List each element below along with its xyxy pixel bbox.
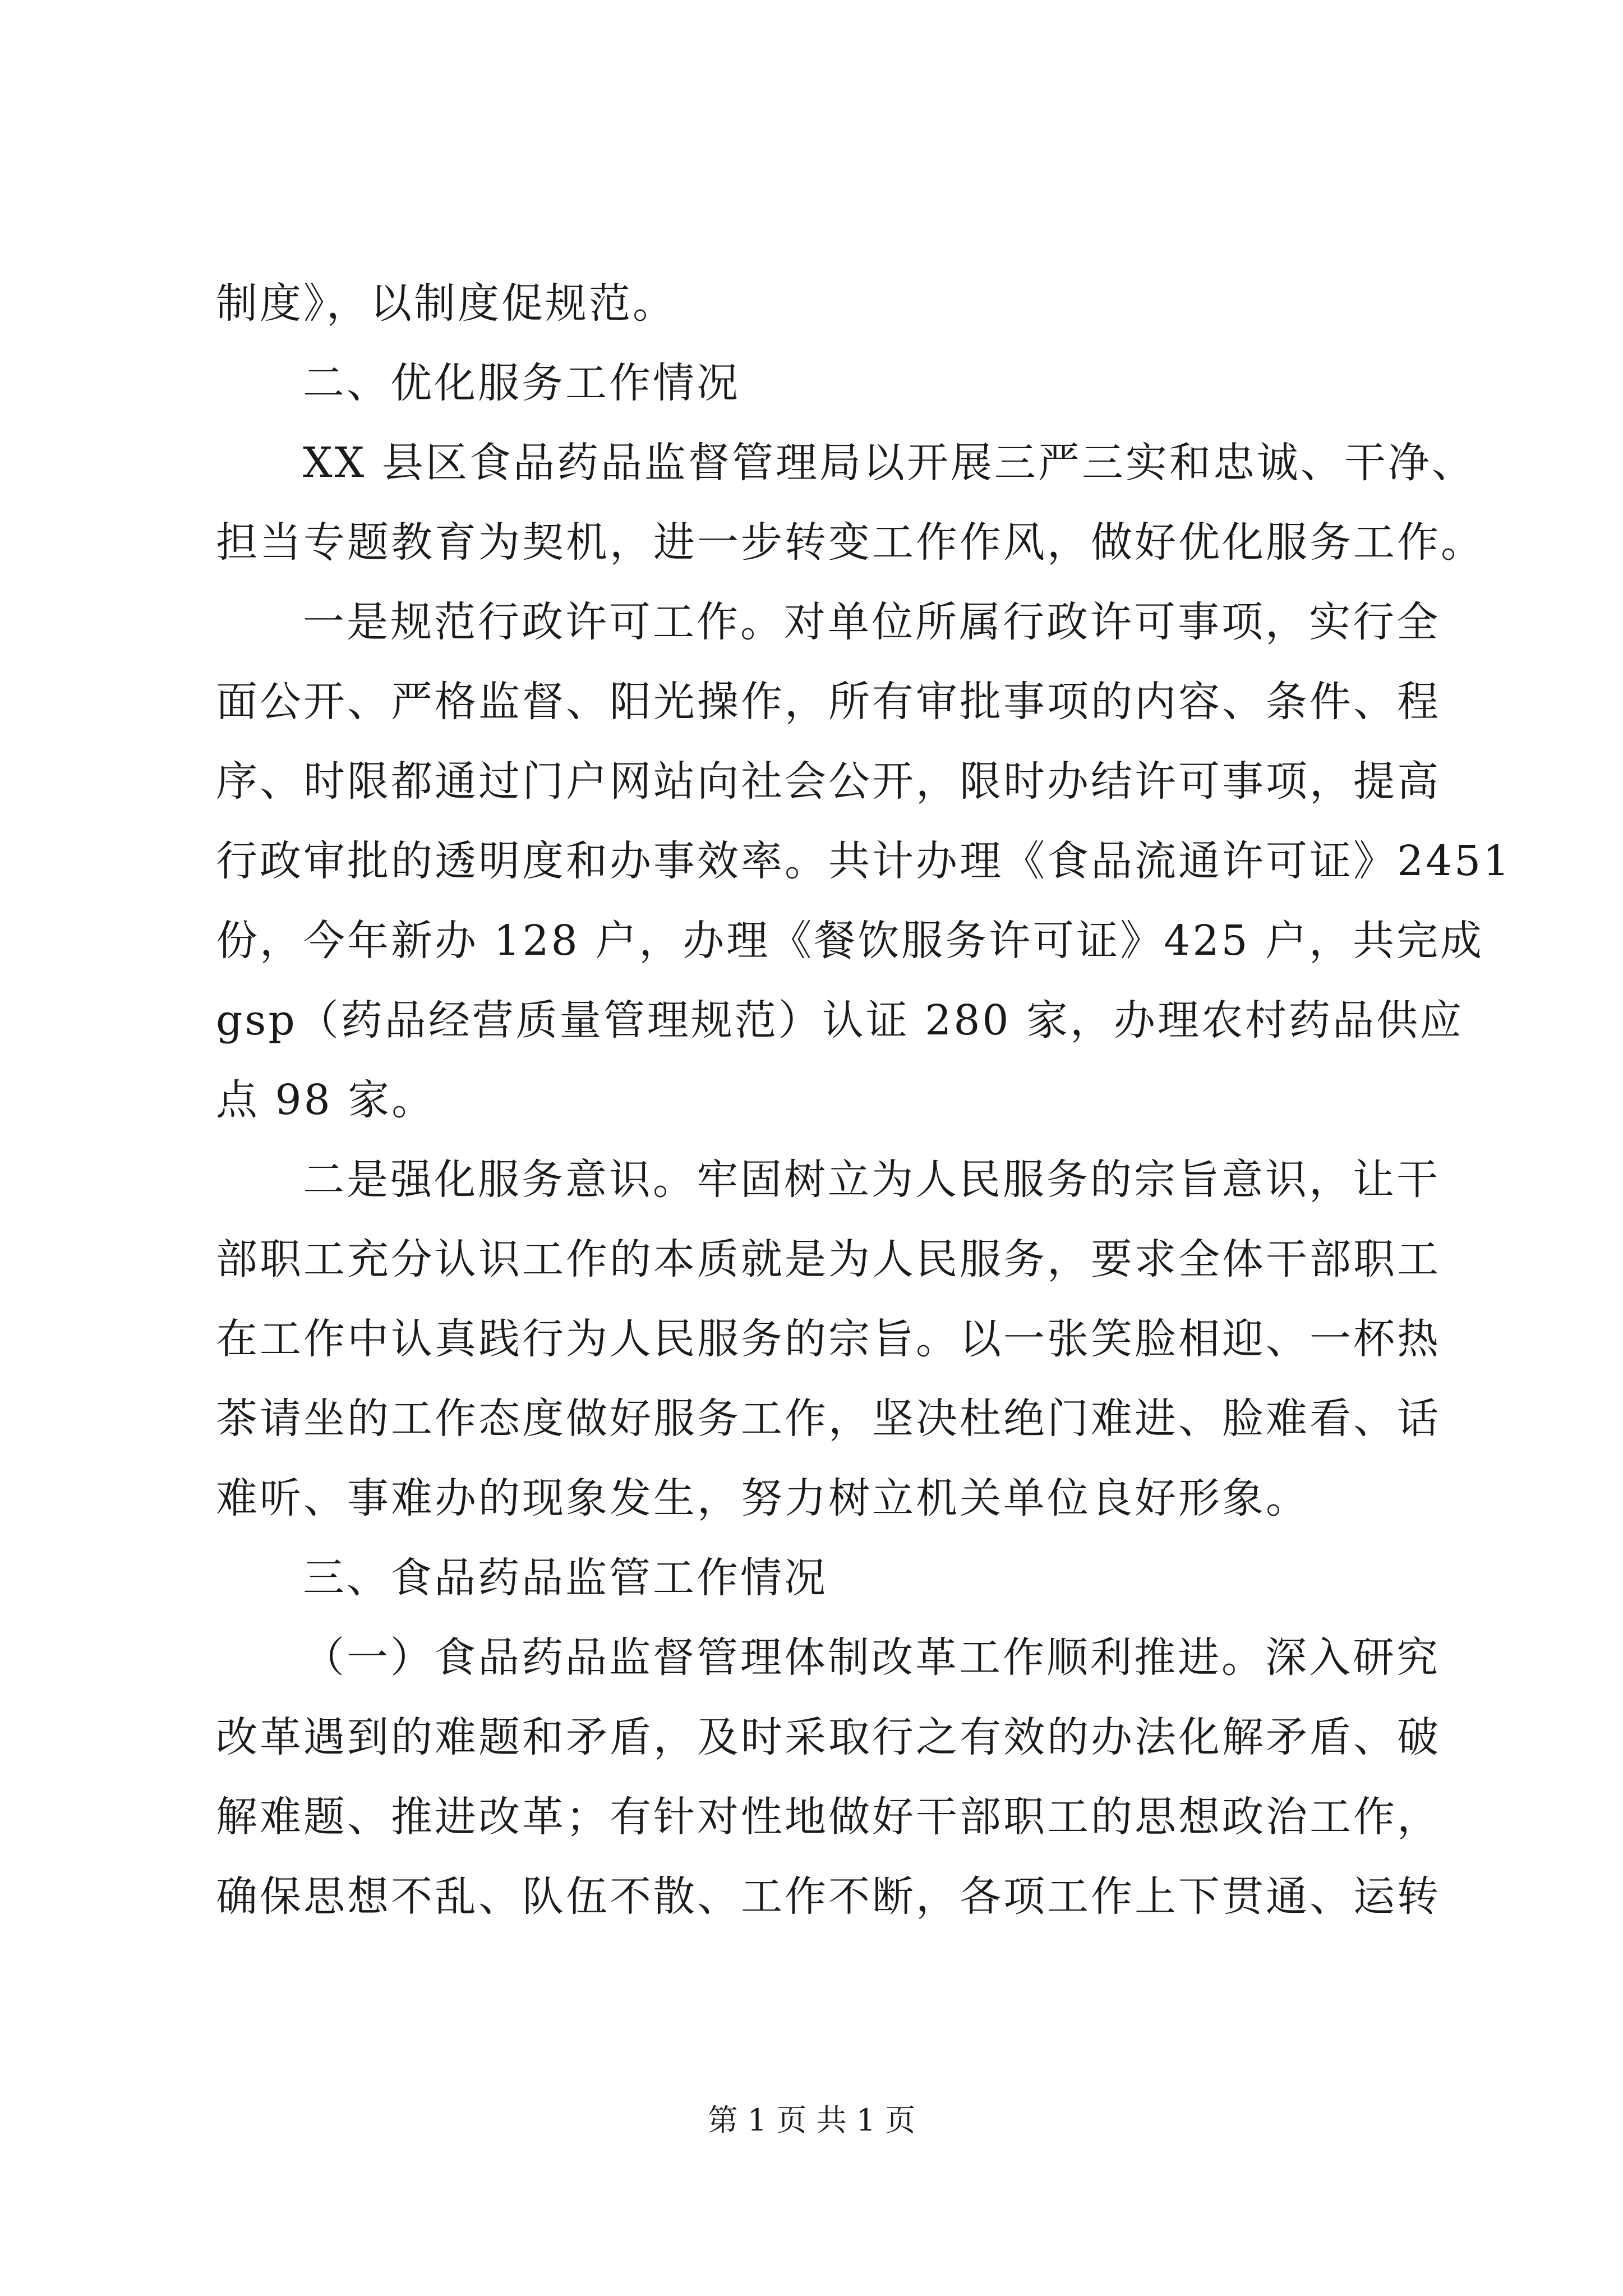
paragraph-line: XX 县区食品药品监督管理局以开展三严三实和忠诚、干净、 [303,439,1476,487]
section-heading: 二、优化服务工作情况 [303,359,740,407]
paragraph-line: 二是强化服务意识。牢固树立为人民服务的宗旨意识，让干 [303,1156,1440,1204]
paragraph-line: 改革遇到的难题和矛盾，及时采取行之有效的办法化解矛盾、破 [216,1713,1441,1761]
paragraph-line: 点 98 家。 [216,1076,436,1124]
paragraph-line: 在工作中认真践行为人民服务的宗旨。以一张笑脸相迎、一杯热 [216,1315,1441,1363]
paragraph-line: 解难题、推进改革；有针对性地做好干部职工的思想政治工作， [216,1793,1441,1841]
paragraph-line: 确保思想不乱、队伍不散、工作不断，各项工作上下贯通、运转 [216,1872,1441,1921]
paragraph-line: 担当专题教育为契机，进一步转变工作作风，做好优化服务工作。 [216,518,1484,567]
paragraph-line: 茶请坐的工作态度做好服务工作，坚决杜绝门难进、脸难看、话 [216,1395,1441,1443]
document-body [216,264,1512,1936]
paragraph-line: 部职工充分认识工作的本质就是为人民服务，要求全体干部职工 [216,1235,1441,1283]
paragraph-line: 行政审批的透明度和办事效率。共计办理《食品流通许可证》2451 [216,837,1512,885]
paragraph-line: （一）食品药品监督管理体制改革工作顺利推进。深入研究 [303,1634,1440,1682]
paragraph-line: 序、时限都通过门户网站向社会公开，限时办结许可事项，提高 [216,757,1441,806]
paragraph-line: 难听、事难办的现象发生，努力树立机关单位良好形象。 [216,1474,1310,1522]
paragraph-line: 份，今年新办 128 户，办理《餐饮服务许可证》425 户，共完成 [216,917,1484,965]
paragraph-line: 面公开、严格监督、阳光操作，所有审批事项的内容、条件、程 [216,678,1441,726]
text-line: 制度》，以制度促规范。 [216,279,676,328]
page-footer [0,2098,1623,2143]
paragraph-line: gsp（药品经营质量管理规范）认证 280 家，办理农村药品供应 [216,996,1464,1045]
page-number-label: 第 1 页 共 1 页 [707,2102,916,2138]
section-heading: 三、食品药品监管工作情况 [303,1554,828,1602]
paragraph-line: 一是规范行政许可工作。对单位所属行政许可事项，实行全 [303,598,1440,646]
